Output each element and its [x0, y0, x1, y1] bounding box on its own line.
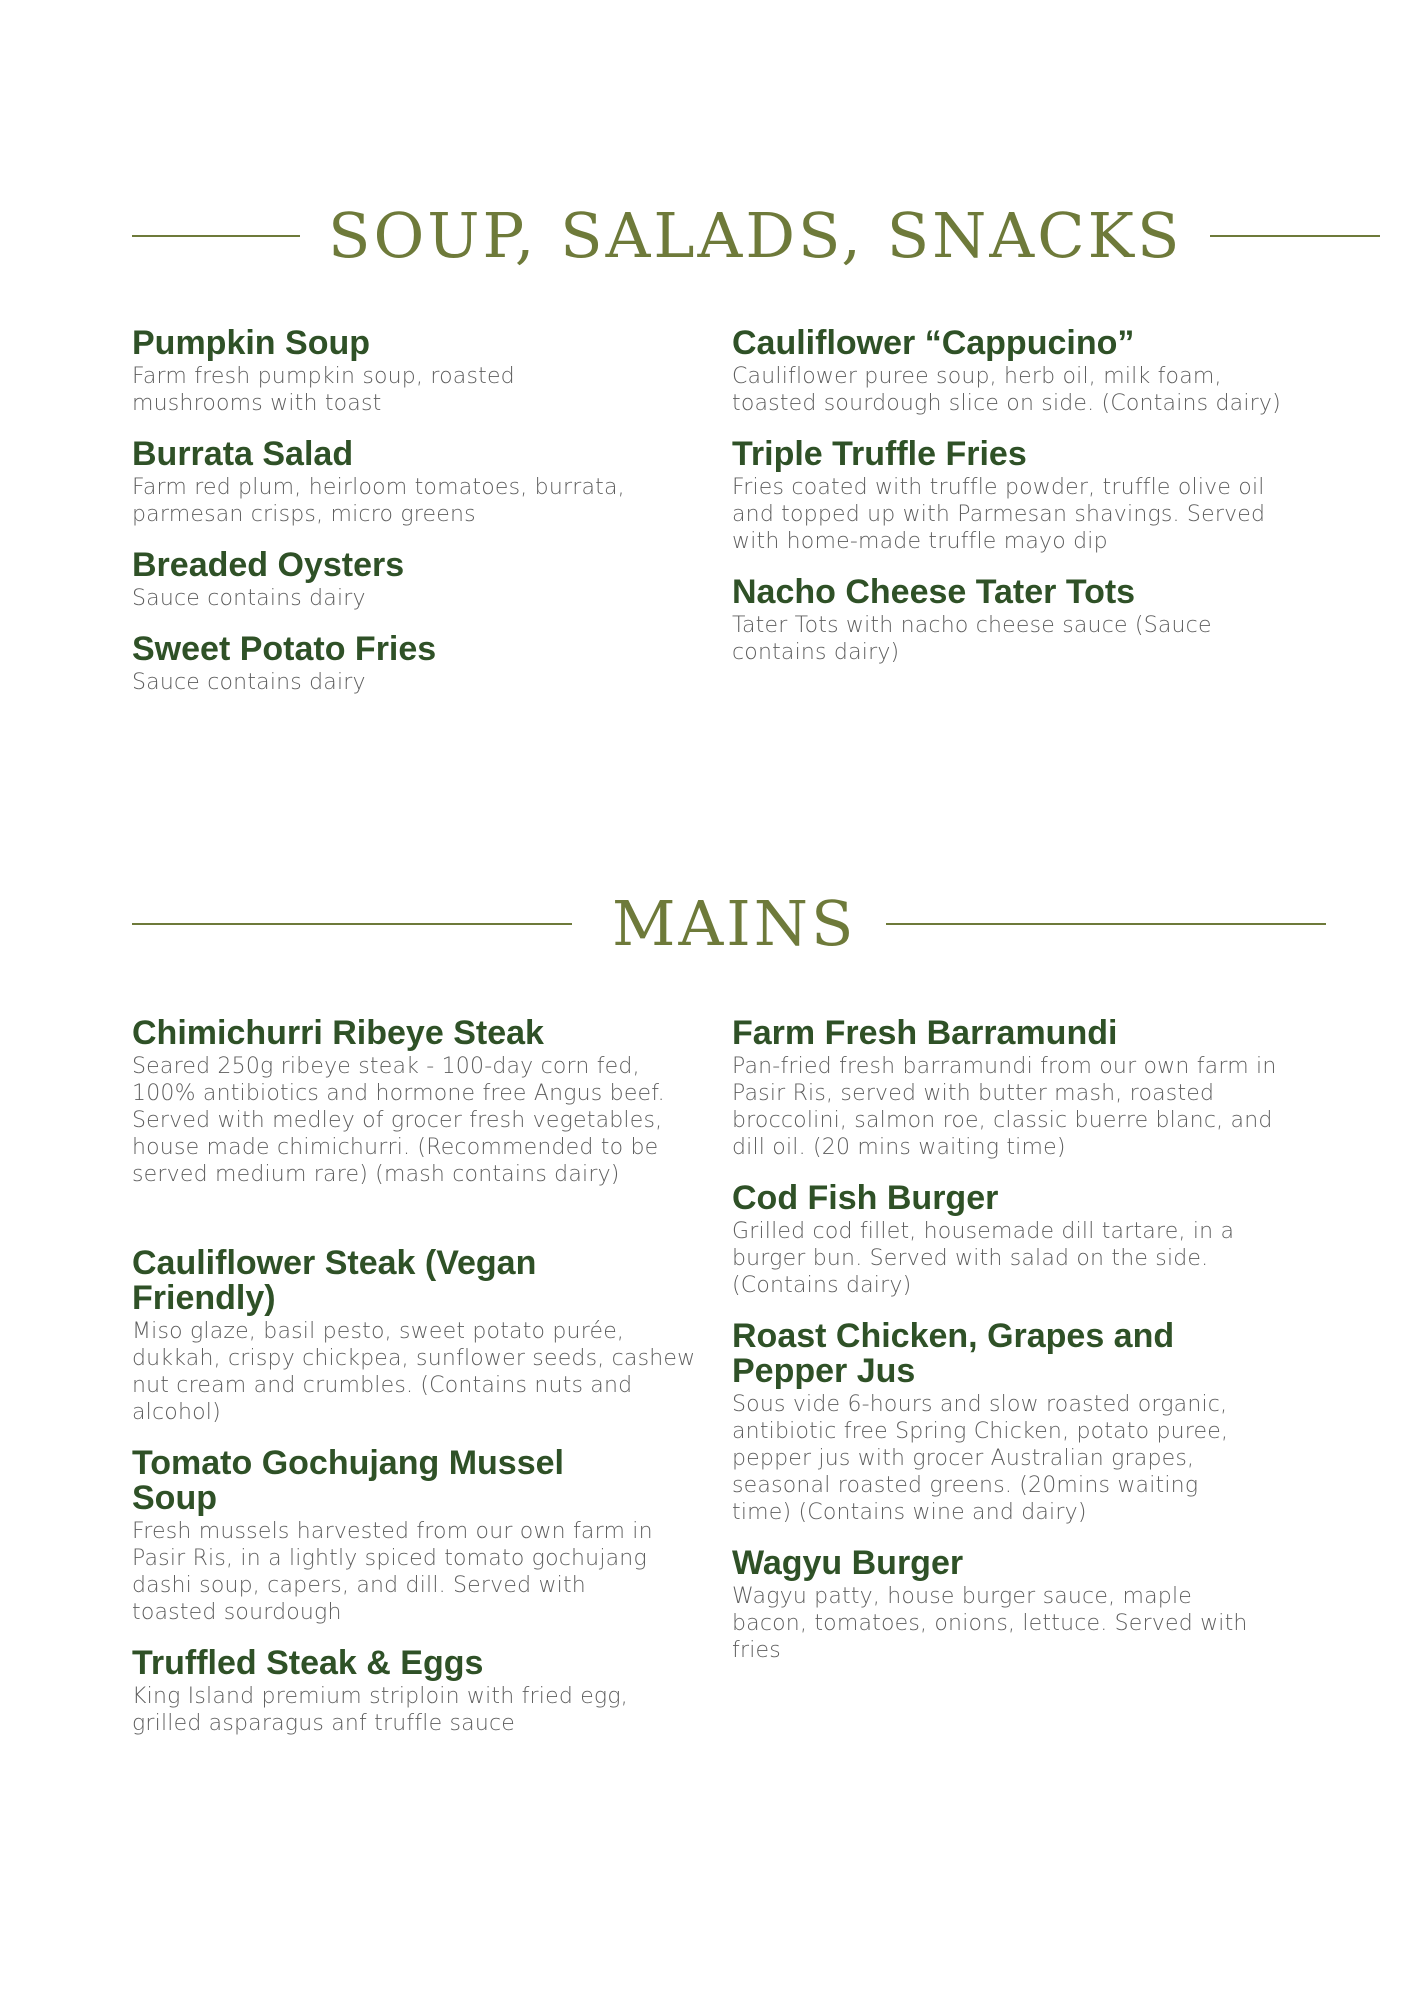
- menu-item: [132, 1016, 697, 1188]
- menu-item: [732, 326, 1292, 417]
- menu-item: [132, 548, 692, 612]
- menu-item-name: Cod Fish Burger: [732, 1179, 999, 1217]
- divider-line: [132, 923, 572, 925]
- menu-column-right: [732, 326, 1292, 666]
- menu-column-right: [732, 1016, 1292, 1664]
- menu-item-name: Breaded Oysters: [132, 546, 405, 584]
- menu-item-description: Farm red plum, heirloom tomatoes, burrata, parmesan crisps, micro greens: [132, 475, 625, 527]
- menu-item-description: Sous vide 6-hours and slow roasted organic, antibiotic free Spring Chicken, potato puree, pepper jus with grocer Australian grapes, seasonal roasted greens. (20mins waiting time) (Contains wine and dairy): [732, 1392, 1229, 1525]
- menu-item-description: Sauce contains dairy: [132, 586, 366, 611]
- menu-item-description: King Island premium striploin with fried egg, grilled asparagus anf truffle sauce: [132, 1684, 628, 1736]
- menu-item-name: Wagyu Burger: [732, 1544, 964, 1582]
- menu-item-description: Pan-fried fresh barramundi from our own farm in Pasir Ris, served with butter mash, roasted broccolini, salmon roe, classic buerre blanc, and dill oil. (20 mins waiting time): [732, 1054, 1277, 1160]
- menu-item-description: Wagyu patty, house burger sauce, maple bacon, tomatoes, onions, lettuce. Served with fries: [732, 1584, 1248, 1663]
- menu-item-description: Cauliflower puree soup, herb oil, milk foam, toasted sourdough slice on side. (Contains dairy): [732, 364, 1281, 416]
- menu-column-left: [132, 1016, 697, 1737]
- menu-item-name: Cauliflower Steak (Vegan Friendly): [132, 1244, 537, 1317]
- menu-item: [732, 1016, 1292, 1161]
- section-header-soup-salads-snacks: [132, 199, 1380, 272]
- menu-item-description: Fresh mussels harvested from our own farm in Pasir Ris, in a lightly spiced tomato gochujang dashi soup, capers, and dill. Served with toasted sourdough: [132, 1519, 653, 1625]
- menu-item: [132, 1446, 697, 1626]
- menu-item: [132, 326, 692, 417]
- menu-item-name: Triple Truffle Fries: [732, 435, 1027, 473]
- menu-item-name: Farm Fresh Barramundi: [732, 1014, 1118, 1052]
- menu-item-description: Fries coated with truffle powder, truffle olive oil and topped up with Parmesan shavings. Served with home-made truffle mayo dip: [732, 475, 1266, 554]
- menu-item: [132, 437, 692, 528]
- section-title: MAINS: [612, 887, 857, 960]
- menu-item-name: Cauliflower “Cappucino”: [732, 324, 1135, 362]
- menu-item-name: Chimichurri Ribeye Steak: [132, 1014, 544, 1052]
- menu-item-name: Sweet Potato Fries: [132, 630, 437, 668]
- divider-line: [886, 923, 1326, 925]
- menu-item-name: Tomato Gochujang Mussel Soup: [132, 1444, 564, 1517]
- menu-item-description: Seared 250g ribeye steak - 100-day corn fed, 100% antibiotics and hormone free Angus beef. Served with medley of grocer fresh vegetables, house made chimichurri. (Recommended to be served medium rare) (mash contains dairy): [132, 1054, 665, 1187]
- menu-item-name: Nacho Cheese Tater Tots: [732, 573, 1136, 611]
- menu-item: [732, 437, 1292, 555]
- menu-item: [732, 1546, 1292, 1664]
- menu-item: [732, 1319, 1292, 1526]
- divider-line: [132, 235, 300, 237]
- divider-line: [1210, 235, 1380, 237]
- menu-item-description: Grilled cod fillet, housemade dill tartare, in a burger bun. Served with salad on the side. (Contains dairy): [732, 1219, 1235, 1298]
- menu-item-name: Roast Chicken, Grapes and Pepper Jus: [732, 1317, 1175, 1390]
- menu-item-description: Farm fresh pumpkin soup, roasted mushrooms with toast: [132, 364, 515, 416]
- menu-item: [132, 1646, 697, 1737]
- menu-column-left: [132, 326, 692, 696]
- menu-item-description: Miso glaze, basil pesto, sweet potato purée, dukkah, crispy chickpea, sunflower seeds, cashew nut cream and crumbles. (Contains nuts and alcohol): [132, 1319, 696, 1425]
- menu-item-name: Pumpkin Soup: [132, 324, 370, 362]
- menu-item: [132, 1246, 697, 1426]
- menu-item-name: Burrata Salad: [132, 435, 354, 473]
- section-header-mains: [132, 887, 1326, 960]
- menu-item: [732, 1181, 1292, 1299]
- menu-item-name: Truffled Steak & Eggs: [132, 1644, 484, 1682]
- menu-item-description: Sauce contains dairy: [132, 670, 366, 695]
- menu-item: [132, 632, 692, 696]
- menu-item-description: Tater Tots with nacho cheese sauce (Sauce contains dairy): [732, 613, 1212, 665]
- section-title: SOUP, SALADS, SNACKS: [328, 199, 1183, 272]
- menu-item: [732, 575, 1292, 666]
